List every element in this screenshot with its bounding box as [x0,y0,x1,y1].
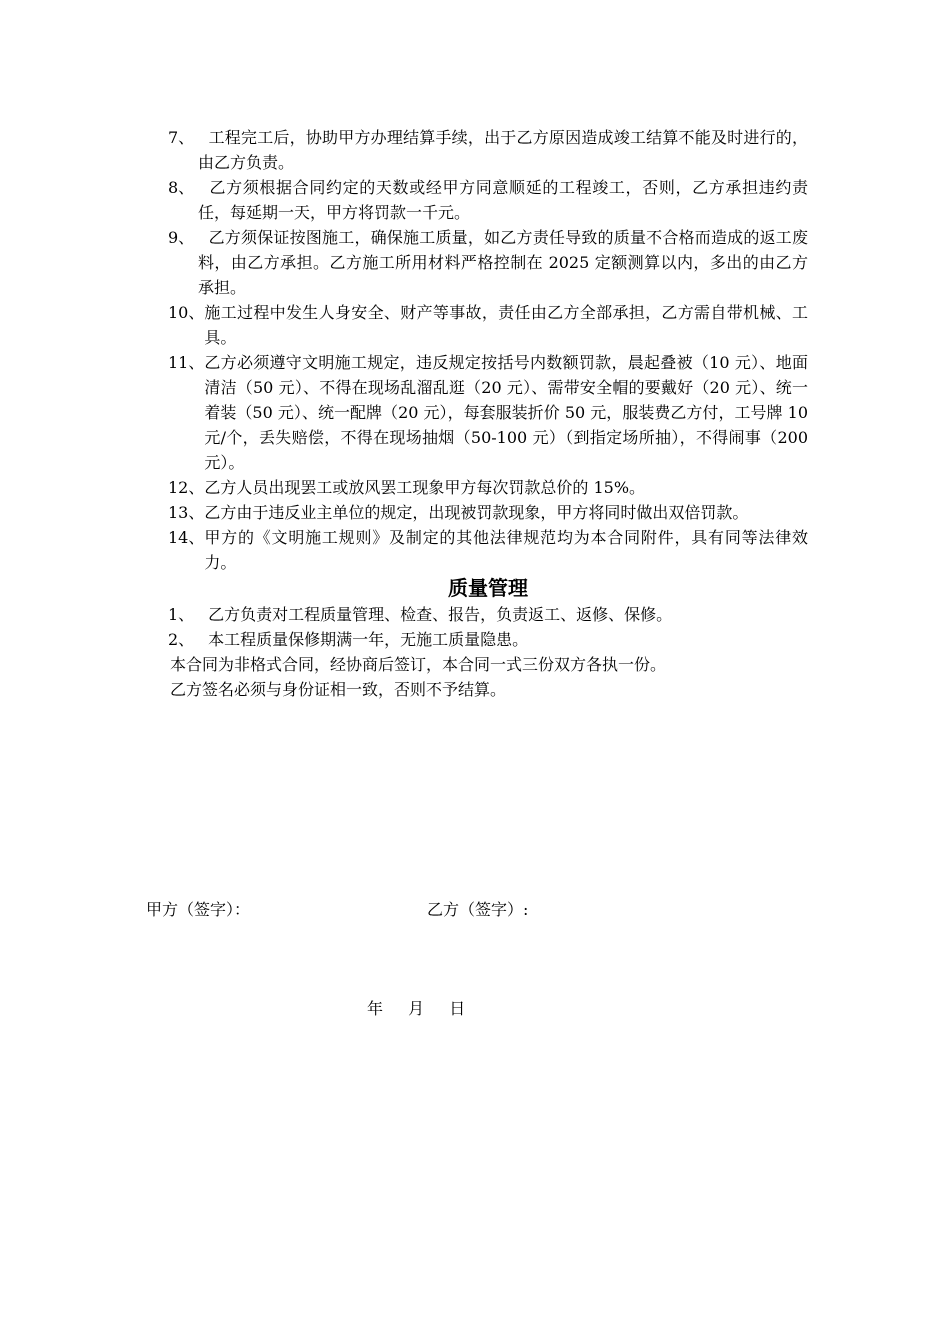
contract-body [168,125,808,702]
section-heading-quality: 质量管理 [448,576,528,600]
party-b-signature-label: 乙方（签字）: [427,900,529,919]
clause-number: 9、 [168,228,195,247]
clause-11 [168,350,808,475]
clause-number: 10、 [168,303,205,322]
quality-item-1 [168,602,808,627]
party-a-signature-label: 甲方（签字）： [146,900,251,919]
clause-7 [168,125,808,175]
clause-text: 甲方的《文明施工规则》及制定的其他法律规范均为本合同附件，具有同等法律效力。 [204,528,808,572]
quality-text: 乙方负责对工程质量管理、检查、报告，负责返工、返修、保修。 [198,605,673,624]
date-year-label: 年 [367,999,384,1018]
clause-number: 13、 [168,503,205,522]
clause-12 [168,475,808,500]
clause-text: 乙方必须遵守文明施工规定，违反规定按括号内数额罚款，晨起叠被（10 元）、地面清洁（50 元）、不得在现场乱溜乱逛（20 元）、需带安全帽的要戴好（20 元）、统一着装（50 元）、统一配牌（20 元），每套服装折价 50 元，服装费乙方付，工号牌 10 元/个，丢失赔偿，不得在现场抽烟（50-100 元）（到指定场所抽），不得闹事（200 元）。 [204,353,808,472]
clause-14 [168,525,808,575]
clause-text: 乙方须根据合同约定的天数或经甲方同意顺延的工程竣工，否则，乙方承担违约责任，每延期一天，甲方将罚款一千元。 [198,178,808,222]
clause-10 [168,300,808,350]
clause-13 [168,500,808,525]
clause-number: 8、 [168,178,195,197]
date-day-label: 日 [449,999,466,1018]
date-month-label: 月 [408,999,425,1018]
clause-number: 12、 [168,478,205,497]
clause-text: 乙方由于违反业主单位的规定，出现被罚款现象，甲方将同时做出双倍罚款。 [204,503,749,522]
clause-9 [168,225,808,300]
clause-8 [168,175,808,225]
clause-number: 11、 [168,353,205,372]
quality-number: 1、 [168,605,195,624]
contract-note-copies: 本合同为非格式合同，经协商后签订，本合同一式三份双方各执一份。 [170,655,667,674]
clause-number: 14、 [168,528,205,547]
clause-text: 乙方人员出现罢工或放风罢工现象甲方每次罚款总价的 15%。 [204,478,646,497]
clause-text: 工程完工后，协助甲方办理结算手续，出于乙方原因造成竣工结算不能及时进行的，由乙方负责。 [198,128,808,172]
quality-item-2 [168,627,808,652]
clause-text: 乙方须保证按图施工，确保施工质量，如乙方责任导致的质量不合格而造成的返工废料，由乙方承担。乙方施工所用材料严格控制在 2025 定额测算以内，多出的由乙方承担。 [198,228,808,297]
clause-text: 施工过程中发生人身安全、财产等事故，责任由乙方全部承担，乙方需自带机械、工具。 [204,303,808,347]
date-line [367,996,465,1021]
quality-number: 2、 [168,630,195,649]
quality-text: 本工程质量保修期满一年，无施工质量隐患。 [198,630,529,649]
contract-note-signature: 乙方签名必须与身份证相一致，否则不予结算。 [170,680,507,699]
clause-number: 7、 [168,128,195,147]
